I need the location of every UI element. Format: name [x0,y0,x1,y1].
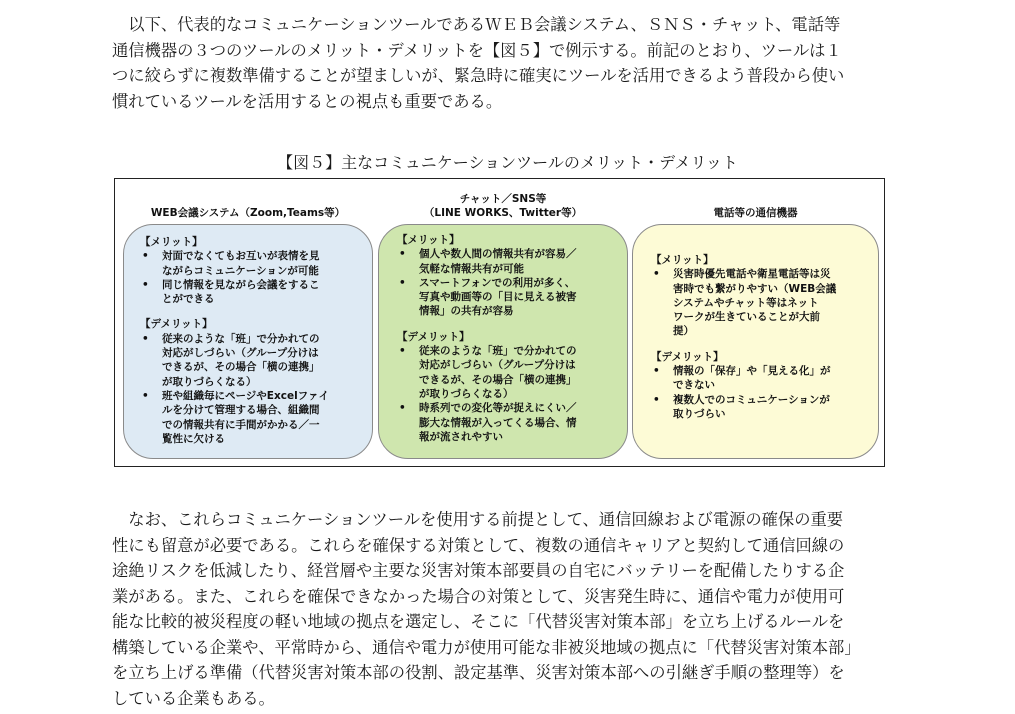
merit-list [140,249,360,306]
merit-label: 【メリット】 [397,234,460,246]
merit-label: 【メリット】 [140,236,203,248]
item-line: 提） [673,325,694,338]
item-line: 写真や動画等の「目に見える被害 [419,291,577,304]
item-line: システムやチャット等はネット [673,296,819,309]
merit-label: 【メリット】 [651,254,714,266]
list-item [397,344,615,401]
text-line: なお、これらコミュニケーションツールを使用する前提として、通信回線および電源の確保の重要 [112,510,844,529]
item-line: • 情報の「保存」や「見える化」が [673,365,831,378]
list-item [397,276,615,319]
item-line: • スマートフォンでの利用が多く、 [419,276,576,289]
demerit-list [397,344,615,444]
demerit-label: 【デメリット】 [651,350,724,363]
item-line: • 災害時優先電話や衛星電話等は災 [673,268,831,281]
list-item [651,364,866,393]
text-line: 以下、代表的なコミュニケーションツールであるＷＥＢ会議システム、ＳＮＳ・チャット、電話等 [112,15,841,34]
heading-line: チャット／SNS等 [459,193,547,205]
merit-list [397,247,615,318]
item-line: 膨大な情報が入ってくる場合、情 [419,416,577,429]
item-line: できるが、その場合「横の連携」 [419,373,577,386]
text-line: 途絶リスクを低減したり、経営層や主要な災害対策本部要員の自宅にバッテリーを配備したりする企 [112,561,845,580]
item-line: 対応がしづらい（グループ分けは [419,359,576,372]
item-line: • 従来のような「班」で分かれての [162,332,320,345]
intro-paragraph [112,12,894,114]
heading-line: （LINE WORKS、Twitter等） [423,207,583,219]
closing-paragraph [112,507,894,711]
item-line: できるが、その場合「横の連携」 [162,361,320,374]
item-line: 覧性に欠ける [162,432,225,445]
demerit-label: 【デメリット】 [397,330,470,343]
text-line: している企業もある。 [112,688,275,708]
item-line: • 時系列での変化等が捉えにくい／ [419,402,577,415]
item-line: が取りづらくなる） [419,387,514,400]
list-item [140,332,360,389]
text-line: を立ち上げる準備（代替災害対策本部の役割、設定基準、災害対策本部への引継ぎ手順の整理等）を [112,663,845,682]
list-item [140,389,360,446]
chat-sns-panel [378,224,628,459]
web-conference-heading [123,206,373,220]
item-line: • 同じ情報を見ながら会議をするこ [162,278,320,291]
text-line: 業がある。また、これらを確保できなかった場合の対策として、災害発生時に、通信や電力が使用可 [112,586,845,606]
item-line: が取りづらくなる） [162,375,257,388]
list-item [651,393,866,422]
list-item [140,249,360,278]
item-line: での情報共有に手間がかかる／一 [162,418,320,431]
item-line: 報が流されやすい [419,430,503,443]
text-line: つに絞らずに複数準備することが望ましいが、緊急時に確実にツールを活用できるよう普段から使い [112,66,845,85]
text-line: 能な比較的被災程度の軽い地域の拠点を選定し、そこに「代替災害対策本部」を立ち上げるルールを [112,612,845,631]
phone-heading [632,206,879,220]
text-line: 性にも留意が必要である。これらを確保する対策として、複数の通信キャリアと契約して通信回線の [112,535,845,555]
demerit-list [140,332,360,446]
list-item [651,267,866,338]
item-line: ながらコミュニケーションが可能 [162,264,319,277]
item-line: とができる [162,293,215,306]
item-line: ルを分けて管理する場合、組織間 [162,404,320,417]
item-line: • 従来のような「班」で分かれての [419,345,577,358]
list-item [140,278,360,307]
chat-sns-heading [378,192,628,220]
item-line: 気軽な情報共有が可能 [419,262,524,275]
phone-panel [632,224,879,459]
list-item [397,401,615,444]
item-line: • 班や組織毎にページやExcelファイ [162,389,329,402]
figure-title: 【図５】主なコミュニケーションツールのメリット・デメリット [277,153,738,172]
item-line: ワークが生きていることが大前 [673,311,820,324]
list-item [397,247,615,276]
demerit-list [651,364,866,421]
item-line: • 対面でなくてもお互いが表情を見 [162,250,320,263]
merit-list [651,267,866,338]
item-line: • 個人や数人間の情報共有が容易／ [419,248,577,261]
item-line: 対応がしづらい（グループ分けは [162,347,319,360]
heading-line: 電話等の通信機器 [713,207,798,219]
web-conference-panel [123,224,373,459]
demerit-label: 【デメリット】 [140,318,213,331]
comparison-figure [114,178,885,467]
text-line: 構築している企業や、平常時から、通信や電力が使用可能な非被災地域の拠点に「代替災害対策本部」 [112,637,861,657]
text-line: 通信機器の３つのツールのメリット・デメリットを【図５】で例示する。前記のとおり、ツールは１ [112,40,842,60]
item-line: 取りづらい [673,407,726,420]
item-line: できない [673,379,715,392]
item-line: 害時でも繋がりやすい（WEB会議 [673,282,837,295]
text-line: 慣れているツールを活用するとの視点も重要である。 [112,91,503,111]
item-line: 情報」の共有が容易 [419,305,514,318]
heading-line: WEB会議システム（Zoom,Teams等） [150,207,346,219]
item-line: • 複数人でのコミュニケーションが [673,393,830,406]
